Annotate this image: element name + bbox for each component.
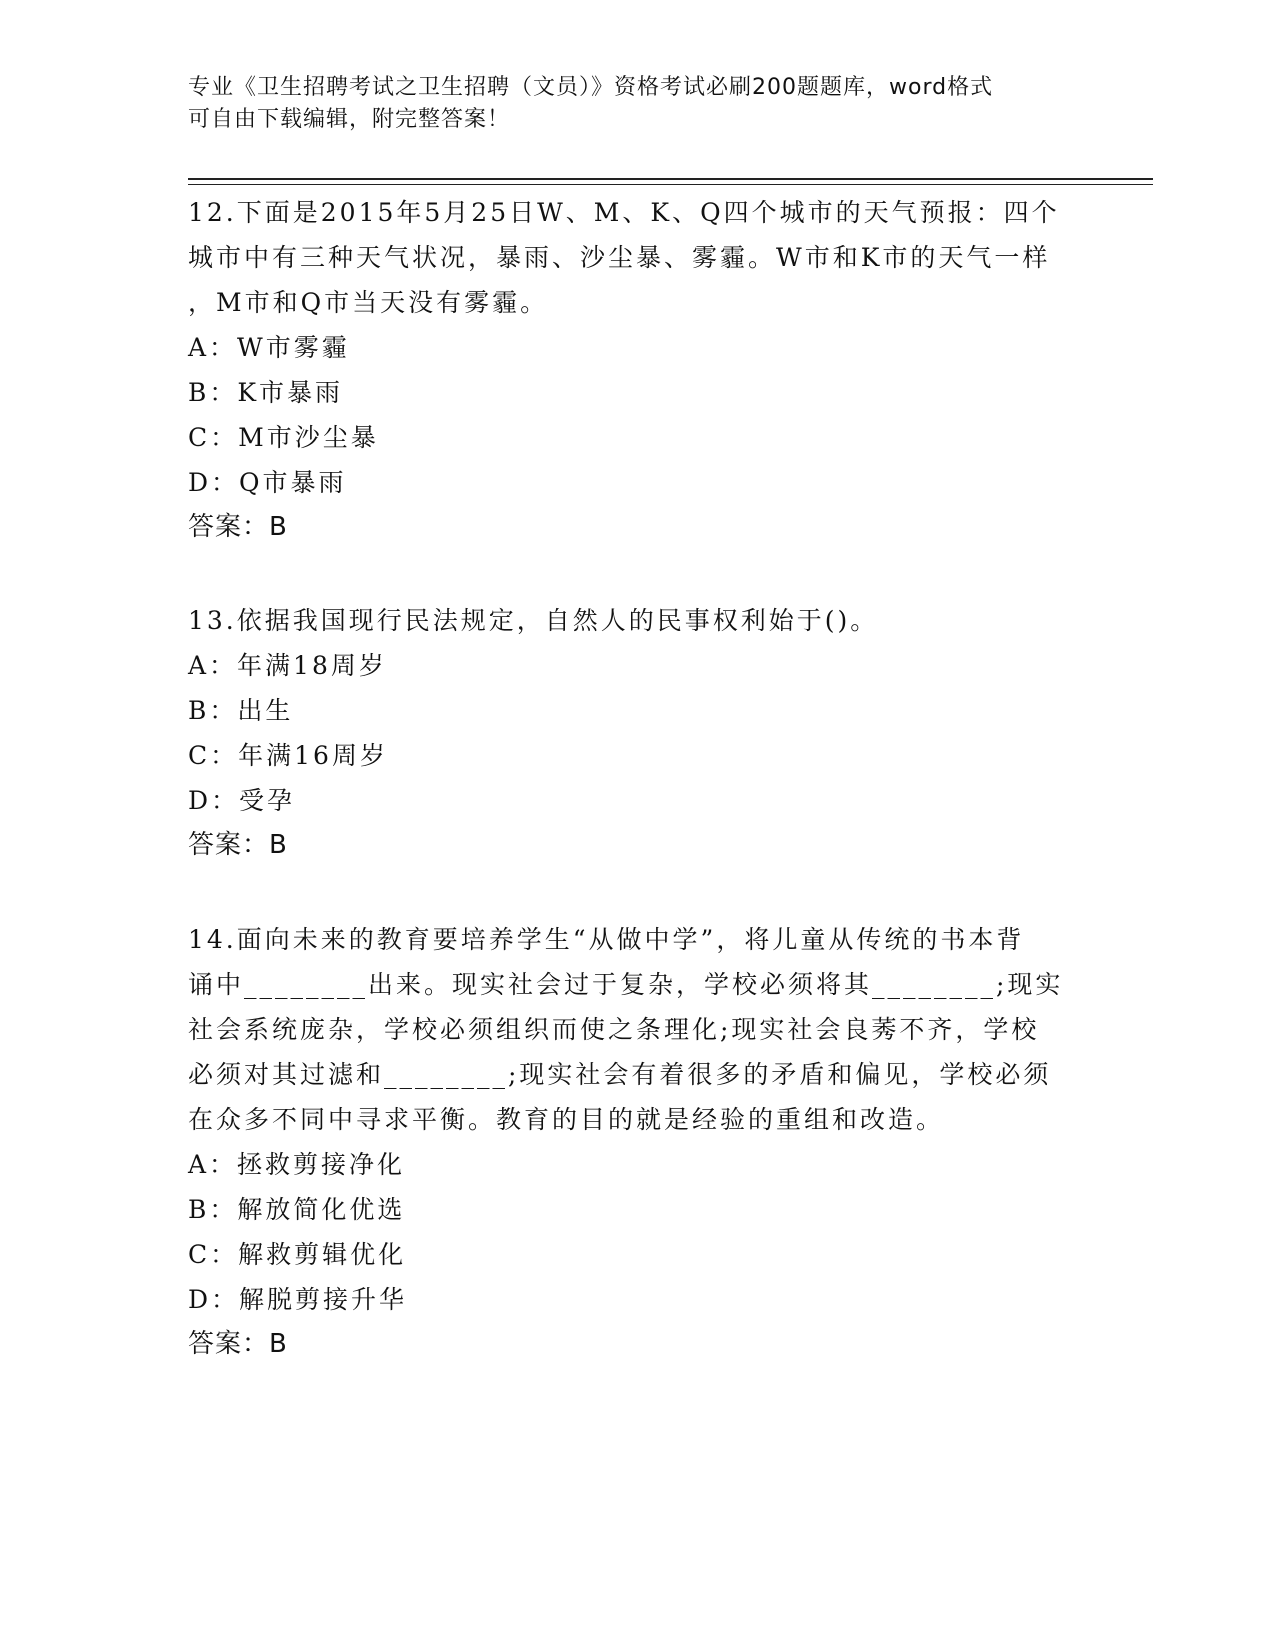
question-13 <box>188 598 1088 868</box>
question-stem-line: 14.面向未来的教育要培养学生“从做中学”，将儿童从传统的书本背 <box>188 925 1025 954</box>
question-stem-line: 城市中有三种天气状况，暴雨、沙尘暴、雾霾。W市和K市的天气一样 <box>188 243 1051 272</box>
option-c: C：年满16周岁 <box>188 741 388 770</box>
document-header <box>188 72 1088 136</box>
header-title-line-2: 可自由下载编辑，附完整答案！ <box>188 107 511 132</box>
question-stem-line: 在众多不同中寻求平衡。教育的目的就是经验的重组和改造。 <box>188 1105 945 1134</box>
option-b: B：出生 <box>188 696 294 725</box>
answer-line: 答案：B <box>188 830 288 860</box>
header-title-line-1: 专业《卫生招聘考试之卫生招聘（文员）》资格考试必刷200题题库，word格式 <box>188 75 994 100</box>
question-stem-line: 12.下面是2015年5月25日W、M、K、Q四个城市的天气预报：四个 <box>188 198 1060 227</box>
answer-line: 答案：B <box>188 512 288 542</box>
option-a: A：拯救剪接净化 <box>188 1150 406 1179</box>
question-stem-line: 必须对其过滤和________;现实社会有着很多的矛盾和偏见，学校必须 <box>188 1060 1052 1089</box>
option-d: D：Q市暴雨 <box>188 468 347 497</box>
question-stem-line: 诵中________出来。现实社会过于复杂，学校必须将其________;现实 <box>188 970 1064 999</box>
option-c: C：解救剪辑优化 <box>188 1240 407 1269</box>
option-d: D：受孕 <box>188 786 296 815</box>
answer-line: 答案：B <box>188 1329 288 1359</box>
header-divider-thin <box>188 184 1153 185</box>
question-12 <box>188 190 1088 550</box>
question-stem-line: 社会系统庞杂，学校必须组织而使之条理化;现实社会良莠不齐，学校 <box>188 1015 1040 1044</box>
question-14 <box>188 917 1088 1367</box>
option-d: D：解脱剪接升华 <box>188 1285 408 1314</box>
header-divider-thick <box>188 178 1153 180</box>
option-c: C：M市沙尘暴 <box>188 423 379 452</box>
question-stem-line: ，M市和Q市当天没有雾霾。 <box>188 288 549 317</box>
option-b: B：解放简化优选 <box>188 1195 406 1224</box>
option-a: A：年满18周岁 <box>188 651 387 680</box>
option-b: B：K市暴雨 <box>188 378 344 407</box>
option-a: A：W市雾霾 <box>188 333 350 362</box>
question-stem-line: 13.依据我国现行民法规定，自然人的民事权利始于()。 <box>188 606 879 635</box>
